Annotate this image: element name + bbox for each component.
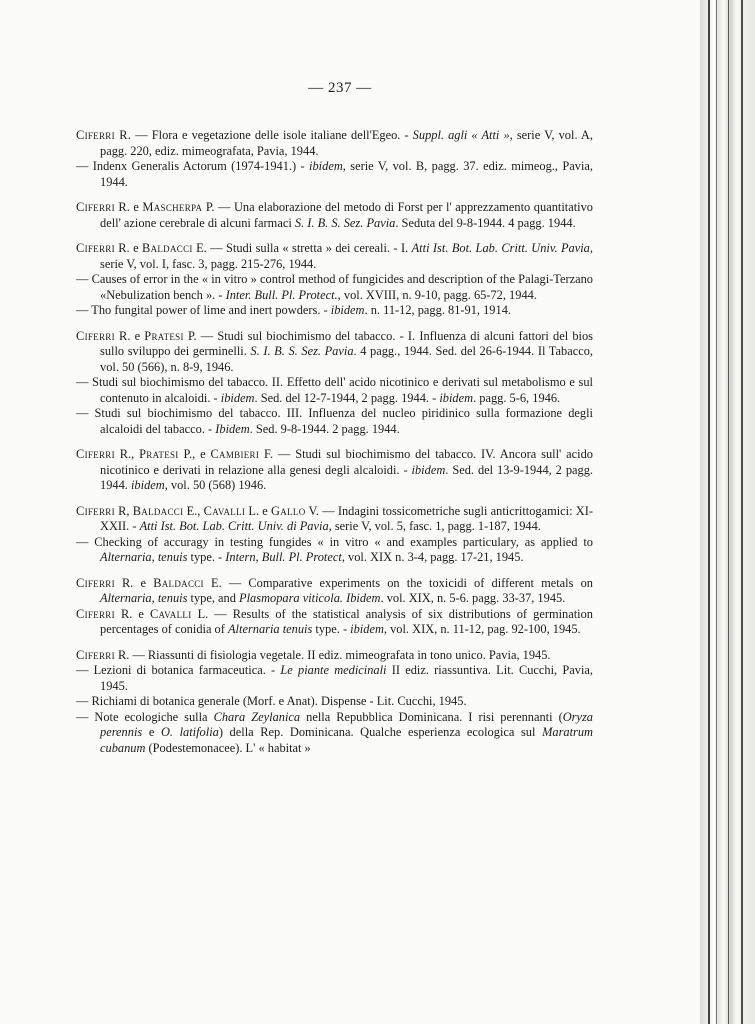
bibliography-entry: — Causes of error in the « in vitro » control method of fungicides and description of the Palagi-Terzano «Nebulization bench ». - Inter. Bull. Pl. Protect., vol. XVIII, n. 9-10, pagg. 65-72, 1944.	[76, 272, 593, 302]
bibliography-entry: Ciferri R, Baldacci E., Cavalli L. e Gallo V. — Indagini tossicometriche sugli anticrittogamici: XI-XXII. - Atti Ist. Bot. Lab. Critt. Univ. di Pavia, serie V, vol. 5, fasc. 1, pagg. 1-187, 1944.	[76, 503, 593, 533]
bibliography-entry: Ciferri R. e Cavalli L. — Results of the statistical analysis of six distributions of germination percentages of conidia of Alternaria tenuis type. - ibidem, vol. XIX, n. 11-12, pag. 92-100, 1945.	[76, 606, 594, 636]
bibliography-entry: Ciferri R. e Baldacci E. — Studi sulla « stretta » dei cereali. - I. Atti Ist. Bot. Lab. Critt. Univ. Pavia, serie V, vol. I, fasc. 3, pagg. 215-276, 1944.	[76, 241, 593, 271]
page-edge-line	[716, 0, 717, 1024]
bibliography-entry: — Tho fungital power of lime and inert powders. - ibidem. n. 11-12, pagg. 81-91, 1914.	[76, 303, 511, 317]
bibliography-entry: — Lezioni di botanica farmaceutica. - Le piante medicinali II ediz. riassuntiva. Lit. Cucchi, Pavia, 1945.	[76, 663, 593, 693]
bibliography-entry: — Note ecologiche sulla Chara Zeylanica nella Repubblica Dominicana. I risi perennanti (Oryza perennis e O. latifolia) della Rep. Dominicana. Qualche esperienza ecologica sul Maratrum cubanum (Podestemonacee). L' « habitat »	[76, 709, 594, 755]
page-edge-line	[708, 0, 710, 1024]
bibliography-entry: — Studi sul biochimismo del tabacco. II. Effetto dell' acido nicotinico e derivati sul metabolismo e sul contenuto in alcaloidi. - ibidem. Sed. del 12-7-1944, 2 pagg. 1944. - ibidem. pagg. 5-6, 1946.	[76, 375, 593, 405]
bibliography-entry: — Checking of accuragy in testing fungides « in vitro « and examples particulary, as applied to Alternaria, tenuis type. - Intern, Bull. Pl. Protect, vol. XIX n. 3-4, pagg. 17-21, 1945.	[76, 534, 593, 564]
bibliography-entry: Ciferri R. e Pratesi P. — Studi sul biochimismo del tabacco. - I. Influenza di alcuni fattori del bios sullo sviluppo dei germinelli. S. I. B. S. Sez. Pavia. 4 pagg., 1944. Sed. del 26-6-1944. Il Tabacco, vol. 50 (566), n. 8-9, 1946.	[76, 328, 593, 374]
page-edge-line	[728, 0, 729, 1024]
bibliography-entry: — Richiami di botanica generale (Morf. e Anat). Dispense - Lit. Cucchi, 1945.	[76, 694, 467, 708]
bibliography-list	[76, 128, 593, 756]
bibliography-entry: Ciferri R. — Flora e vegetazione delle isole italiane dell'Egeo. - Suppl. agli « Atti », serie V, vol. A, pagg. 220, ediz. mimeografata, Pavia, 1944.	[76, 128, 593, 158]
bibliography-entry: — Studi sul biochimismo del tabacco. III. Influenza del nucleo piridinico sulla formazione degli alcaloidi del tabacco. - Ibidem. Sed. 9-8-1944. 2 pagg. 1944.	[76, 406, 593, 436]
bibliography-entry: — Indenx Generalis Actorum (1974-1941.) - ibidem, serie V, vol. B, pagg. 37. ediz. mimeog., Pavia, 1944.	[76, 159, 593, 189]
page-number: — 237 —	[308, 80, 372, 96]
bibliography-entry: Ciferri R. — Riassunti di fisiologia vegetale. II ediz. mimeografata in tono unico. Pavia, 1945.	[76, 647, 551, 662]
bibliography-entry: Ciferri R. e Mascherpa P. — Una elaborazione del metodo di Forst per l' apprezzamento quantitativo dell' azione cerebrale di alcuni farmaci S. I. B. S. Sez. Pavia. Seduta del 9-8-1944. 4 pagg. 1944.	[76, 200, 593, 230]
bibliography-entry: Ciferri R., Pratesi P., e Cambieri F. — Studi sul biochimismo del tabacco. IV. Ancora sull' acido nicotinico e derivati in relazione alla genesi degli alcaloidi. - ibidem. Sed. del 13-9-1944, 2 pagg. 1944. ibidem, vol. 50 (568) 1946.	[76, 447, 593, 492]
bibliography-entry: Ciferri R. e Baldacci E. — Comparative experiments on the toxicidi of different metals on Alternaria, tenuis type, and Plasmopara viticola. Ibidem. vol. XIX, n. 5-6. pagg. 33-37, 1945.	[76, 575, 593, 605]
page-edge-line	[741, 0, 743, 1024]
